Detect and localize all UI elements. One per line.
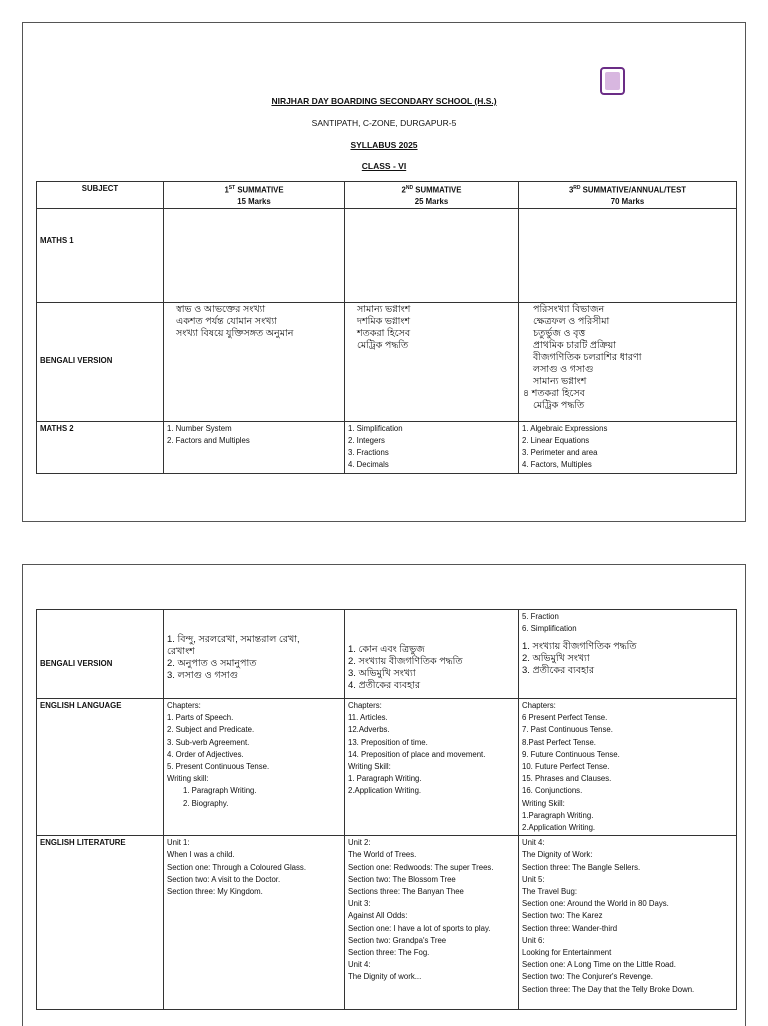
header-summative-2: 2ND SUMMATIVE 25 Marks	[345, 182, 519, 209]
document-page-1	[22, 22, 746, 522]
table-row	[37, 421, 737, 473]
summative-2-cell: সামান্য ভগ্নাংশ দশমিক ভগ্নাংশ শতকরা হিসেব মেট্রিক পদ্ধতি	[345, 302, 519, 421]
syllabus-title: SYLLABUS 2025	[350, 140, 418, 150]
school-logo	[600, 67, 625, 95]
summative-1-cell: স্বাভ ও আভক্তের সংখ্যা একশত পর্যন্ত যোমান সংখ্যা সংখ্যা বিষয়ে যুক্তিসঙ্গত অনুমান	[164, 302, 345, 421]
subject-cell: ENGLISH LANGUAGE	[37, 699, 164, 836]
subject-cell: MATHS 1	[37, 208, 164, 302]
summative-2-cell: 1. Simplification 2. Integers 3. Fractions 4. Decimals	[345, 421, 519, 473]
summative-3-cell: 1. Algebraic Expressions 2. Linear Equations 3. Perimeter and area 4. Factors, Multiples	[519, 421, 737, 473]
summative-1-cell: 1. Number System 2. Factors and Multiples	[164, 421, 345, 473]
school-crest-icon	[605, 72, 620, 90]
table-row	[37, 836, 737, 1010]
summative-3-cell: 5. Fraction 6. Simplification 1. সংখ্যায় বীজগণিতিক পদ্ধতি 2. অভিমুখি সংখ্যা 3. প্রতীকের ব্যবহার	[519, 610, 737, 699]
table-row	[37, 302, 737, 421]
subject-cell: MATHS 2	[37, 421, 164, 473]
header-summative-1: 1ST SUMMATIVE 15 Marks	[164, 182, 345, 209]
summative-2-cell: 1. কোন এবং ত্রিভুজ 2. সংখ্যায় বীজগণিতিক পদ্ধতি 3. অভিমুখি সংখ্যা 4. প্রতীকের ব্যবহার	[345, 610, 519, 699]
summative-2-cell	[345, 208, 519, 302]
subject-cell: BENGALI VERSION	[37, 302, 164, 421]
class-label: CLASS - VI	[361, 161, 407, 171]
syllabus-table-continued	[36, 609, 737, 1010]
header-summative-3: 3RD SUMMATIVE/ANNUAL/TEST 70 Marks	[519, 182, 737, 209]
summative-1-cell: 1. বিন্দু, সরলরেখা, সমান্তরাল রেখা, রেখাংশ 2. অনুপাত ও সমানুপাত 3. লসাগু ও গসাগু	[164, 610, 345, 699]
school-address: SANTIPATH, C-ZONE, DURGAPUR-5	[311, 118, 457, 128]
school-name: NIRJHAR DAY BOARDING SECONDARY SCHOOL (H.S.)	[271, 96, 497, 106]
summative-1-cell: Chapters: 1. Parts of Speech. 2. Subject and Predicate. 3. Sub-verb Agreement. 4. Order of Adjectives. 5. Present Continuous Tense. Writing skill: 1. Paragraph Writing. 2. Biography.	[164, 699, 345, 836]
syllabus-table	[36, 181, 737, 474]
document-page-2	[22, 564, 746, 1026]
summative-2-cell: Chapters: 11. Articles. 12.Adverbs. 13. Preposition of time. 14. Preposition of place and movement. Writing Skill: 1. Paragraph Writing. 2.Application Writing.	[345, 699, 519, 836]
subject-cell: BENGALI VERSION	[37, 610, 164, 699]
summative-3-cell	[519, 208, 737, 302]
summative-1-cell: Unit 1: When I was a child. Section one: Through a Coloured Glass. Section two: A visit to the Doctor. Section three: My Kingdom.	[164, 836, 345, 1010]
table-row	[37, 699, 737, 836]
table-row	[37, 208, 737, 302]
summative-3-cell: Unit 4: The Dignity of Work: Section three: The Bangle Sellers. Unit 5: The Travel Bug: Section one: Around the World in 80 Days. Section two: The Karez Section three: Wander-third Unit 6: Looking for Entertainment Section one: A Long Time on the Little Road. Section two: The Conjurer's Revenge. Section three: The Day that the Telly Broke Down.	[519, 836, 737, 1010]
header-subject: SUBJECT	[37, 182, 164, 209]
table-row	[37, 610, 737, 699]
summative-2-cell: Unit 2: The World of Trees. Section one: Redwoods: The super Trees. Section two: The Blossom Tree Sections three: The Banyan Thee Unit 3: Against All Odds: Section one: I have a lot of sports to play. Section two: Grandpa's Tree Section three: The Fog. Unit 4: The Dignity of work...	[345, 836, 519, 1010]
summative-3-cell: Chapters: 6 Present Perfect Tense. 7. Past Continuous Tense. 8.Past Perfect Tense. 9. Future Continuous Tense. 10. Future Perfect Tense. 15. Phrases and Clauses. 16. Conjunctions. Writing Skill: 1.Paragraph Writing. 2.Application Writing.	[519, 699, 737, 836]
subject-cell: ENGLISH LITERATURE	[37, 836, 164, 1010]
table-header-row	[37, 182, 737, 209]
summative-1-cell	[164, 208, 345, 302]
summative-3-cell: পরিসংখ্যা বিভাজন ক্ষেত্রফল ও পরিসীমা চতুর্ভুজ ও বৃত্ত প্রাথমিক চারটি প্রক্রিয়া বীজগণিতিক চলরাশির ধারণা লসাগু ও গসাগু সামান্য ভগ্নাংশ ৪ শতকরা হিসেব মেট্রিক পদ্ধতি	[519, 302, 737, 421]
